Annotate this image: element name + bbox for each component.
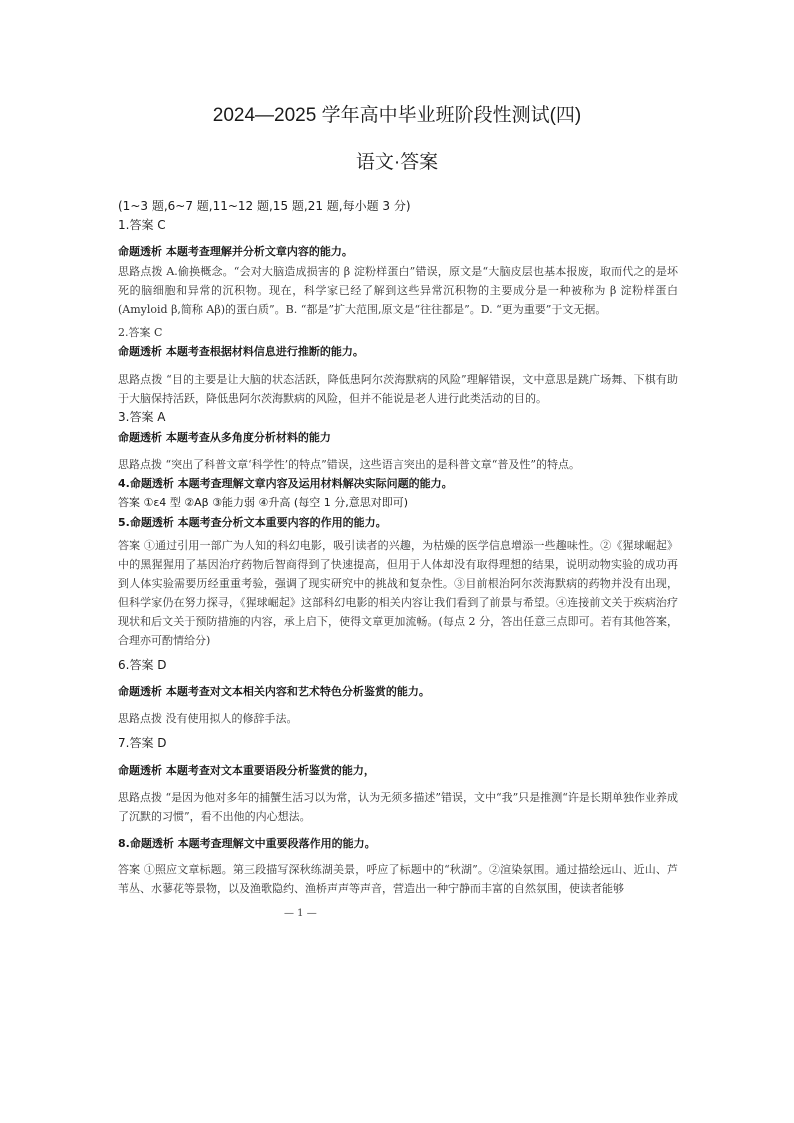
q3-answer: 3.答案 A <box>118 410 166 424</box>
q2-analysis: 命题透析 本题考查根据材料信息进行推断的能力。 <box>118 345 364 358</box>
q8-answer: 答案 ①照应文章标题。第三段描写深秋练湖美景，呼应了标题中的“秋湖”。②渲染氛围。通过描绘远山、近山、芦苇丛、水蓼花等景物，以及渔歌隐约、渔桥声声等声音，营造出一种宁静而丰富的自然氛围，使读者能够 <box>118 863 678 895</box>
q3-explanation: 思路点拨 “突出了科普文章‘科学性’的特点”错误，这些语言突出的是科普文章“普及性”的特点。 <box>118 458 580 471</box>
q2-explanation: 思路点拨 “目的主要是让大脑的状态活跃，降低患阿尔茨海默病的风险”理解错误，文中意思是跳广场舞、下棋有助于大脑保持活跃，降低患阿尔茨海默病的风险，但并不能说是老人进行此类活动的目的。 <box>118 373 678 405</box>
q6-analysis: 命题透析 本题考查对文本相关内容和艺术特色分析鉴赏的能力。 <box>118 685 430 698</box>
document-subtitle: 语文·答案 <box>355 152 439 173</box>
q6-explanation: 思路点拨 没有使用拟人的修辞手法。 <box>118 712 298 725</box>
q3-analysis: 命题透析 本题考查从多角度分析材料的能力 <box>118 431 331 444</box>
q1-explanation: 思路点拨 A.偷换概念。“会对大脑造成损害的 β 淀粉样蛋白”错误，原文是“大脑皮层也基本报废，取而代之的是坏死的脑细胞和异常的沉积物。现在，科学家已经了解到这些异常沉积物的主要成分是一种被称为 β 淀粉样蛋白(Amyloid β,简称 Aβ)的蛋白质”。B. “都是”扩大范围,原文是“往往都是”。D. “更为重要”于文无据。 <box>118 265 678 316</box>
q1-analysis: 命题透析 本题考查理解并分析文章内容的能力。 <box>118 245 353 258</box>
page-number: — 1 — <box>284 908 317 919</box>
q7-explanation: 思路点拨 “是因为他对多年的捕蟹生活习以为常，认为无须多描述”错误，文中“我”只是推测“许是长期单独作业养成了沉默的习惯”，看不出他的内心想法。 <box>118 791 678 823</box>
scoring-note: (1~3 题,6~7 题,11~12 题,15 题,21 题,每小题 3 分) <box>118 199 411 213</box>
q4-answer: 答案 ①ε4 型 ②Aβ ③能力弱 ④升高 (每空 1 分,意思对即可) <box>118 496 408 509</box>
document-title: 2024—2025 学年高中毕业班阶段性测试(四) <box>212 105 582 126</box>
q6-answer: 6.答案 D <box>118 658 167 672</box>
q1-answer: 1.答案 C <box>118 218 166 232</box>
q7-answer: 7.答案 D <box>118 736 167 750</box>
q7-analysis: 命题透析 本题考查对文本重要语段分析鉴赏的能力， <box>118 764 375 777</box>
q4-analysis: 4.命题透析 本题考查理解文章内容及运用材料解决实际问题的能力。 <box>118 477 453 490</box>
q5-answer: 答案 ①通过引用一部广为人知的科幻电影，吸引读者的兴趣，为枯燥的医学信息增添一些趣味性。②《猩球崛起》中的黑猩猩用了基因治疗药物后智商得到了快速提高，但用于人体却没有取得理想的结果，说明动物实验的成功再到人体实验需要历经重重考验，强调了现实研究中的挑战和复杂性。③目前根治阿尔茨海默病的药物并没有出现，但科学家仍在努力探寻，《猩球崛起》这部科幻电影的相关内容让我们看到了前景与希望。④连接前文关于疾病治疗现状和后文关于预防措施的内容，承上启下，使得文章更加流畅。(每点 2 分，答出任意三点即可。若有其他答案，合理亦可酌情给分) <box>118 539 678 647</box>
q8-analysis: 8.命题透析 本题考查理解文中重要段落作用的能力。 <box>118 837 376 850</box>
q2-answer: 2.答案 C <box>118 326 163 339</box>
q5-analysis: 5.命题透析 本题考查分析文本重要内容的作用的能力。 <box>118 516 387 529</box>
